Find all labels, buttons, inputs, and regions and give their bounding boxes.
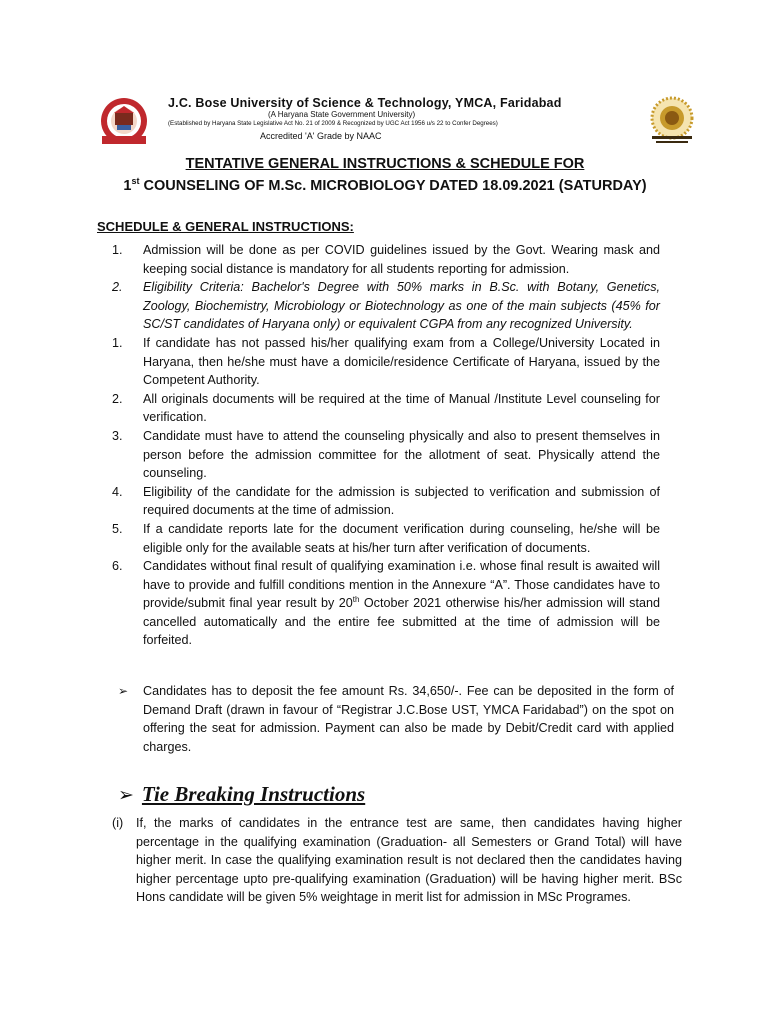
item-text: If, the marks of candidates in the entrance test are same, then candidates having higher percentage in the qualifying examination (Graduation- all Semesters or Grand Total) will have higher merit. In case the qualifying examination result is not declared then the candidates having higher percentage upto pre-qualifying examination (Graduation) will be having higher merit. BSc Hons candidate will be given 5% weightage in merit list for admission in MSc Programes. xyxy=(136,816,682,905)
item-number: 2. xyxy=(112,391,123,406)
list-item xyxy=(112,334,660,390)
item-number: 1. xyxy=(112,243,123,257)
item-text: Admission will be done as per COVID guidelines issued by the Govt. Wearing mask and keeping social distance is mandatory for all students reporting for admission. xyxy=(143,243,660,276)
item-text: Candidates without final result of qualifying examination i.e. whose final result is awaited will have to provide and fulfill conditions mention in the Annexure “A”. Those candidates have to provide/submit final year result by 20th October 2021 otherwise his/her admission will stand cancelled automatically and the entire fee submitted at the time of admission will be forfeited. xyxy=(143,559,660,648)
fee-note xyxy=(118,682,674,756)
list-item xyxy=(112,520,660,557)
list-item xyxy=(112,241,660,278)
item-number: (i) xyxy=(112,816,124,830)
document-subtitle: 1st COUNSELING OF M.Sc. MICROBIOLOGY DATED 18.09.2021 (SATURDAY) xyxy=(123,176,647,194)
item-text: Eligibility of the candidate for the admission is subjected to verification and submission of required documents at the time of admission. xyxy=(143,484,660,518)
tie-breaking-item xyxy=(112,814,682,907)
university-seal-icon xyxy=(92,96,156,146)
item-text: If a candidate reports late for the document verification during counseling, he/she will be eligible only for the available seats at his/her turn after verification of documents. xyxy=(143,521,660,555)
item-number: 2. xyxy=(112,280,123,295)
item-number: 5. xyxy=(112,521,123,536)
item-number: 1. xyxy=(112,335,123,350)
establishment-note: (Established by Haryana State Legislative Act No. 21 of 2009 & Recognized by UGC Act 1956 u/s 22 to Confer Degrees) xyxy=(168,120,498,127)
item-text: Candidate must have to attend the counseling physically and also to present themselves in person before the admission committee for the allotment of seat. Physically attend the counseling. xyxy=(143,428,660,481)
item-text: Eligibility Criteria: Bachelor's Degree with 50% marks in B.Sc. with Botany, Genetics, Zoology, Biochemistry, Microbiology or Biotechnology as one of the main subjects (45% for SC/ST candidates of Haryana only) or equivalent CGPA from any recognized University. xyxy=(143,280,660,332)
list-item xyxy=(112,557,660,650)
letterhead xyxy=(92,96,702,146)
item-number: 3. xyxy=(112,428,123,443)
list-item xyxy=(112,390,660,427)
accreditation-line: Accredited 'A' Grade by NAAC xyxy=(260,131,382,141)
tie-breaking-heading xyxy=(118,782,365,807)
arrow-bullet-icon: ➢ xyxy=(118,684,129,698)
tie-breaking-title: Tie Breaking Instructions xyxy=(141,782,366,806)
document-title: TENTATIVE GENERAL INSTRUCTIONS & SCHEDULE FOR xyxy=(185,156,585,172)
fee-note-text: Candidates has to deposit the fee amount Rs. 34,650/-. Fee can be deposited in the form of Demand Draft (drawn in favour of “Registrar J.C.Bose UST, YMCA Faridabad”) on the spot on offering the seat for admission. Payment can also be made by Debit/Credit card with applied charges. xyxy=(143,684,674,754)
university-subtitle: (A Haryana State Government University) xyxy=(268,110,416,119)
anniversary-emblem-icon xyxy=(640,96,704,148)
list-item xyxy=(112,483,660,520)
item-text: All originals documents will be required at the time of Manual /Institute Level counseling for verification. xyxy=(143,391,660,425)
list-item xyxy=(112,278,660,334)
arrow-bullet-icon: ➢ xyxy=(118,783,134,806)
item-number: 6. xyxy=(112,559,123,574)
university-name: J.C. Bose University of Science & Technology, YMCA, Faridabad xyxy=(168,96,562,110)
item-text: If candidate has not passed his/her qualifying exam from a College/University Located in Haryana, then he/she must have a domicile/residence Certificate of Haryana, issued by the Competent Authority. xyxy=(143,335,660,388)
section-heading: SCHEDULE & GENERAL INSTRUCTIONS: xyxy=(97,219,354,234)
instruction-list xyxy=(112,241,660,650)
list-item xyxy=(112,427,660,483)
item-number: 4. xyxy=(112,484,123,499)
